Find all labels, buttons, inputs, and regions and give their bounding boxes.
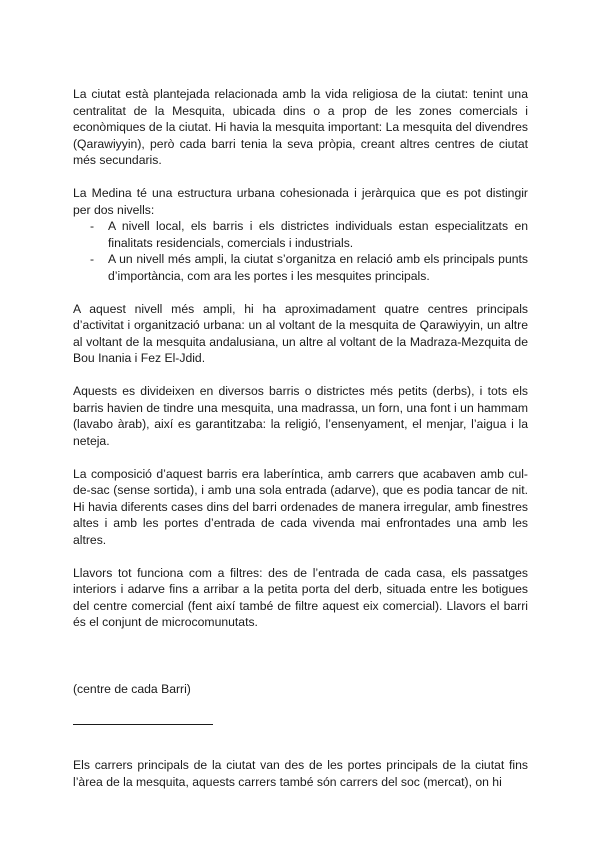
figure-caption: (centre de cada Barri) [73, 681, 191, 696]
list-item [73, 218, 528, 251]
paragraph-3: A aquest nivell més ampli, hi ha aproximadament quatre centres principals d’activitat i organització urbana: un al voltant de la mesquita de Qarawiyyin, un altre al voltant de la mesquita andalusiana, un altre al voltant de la Madraza-Mezquita de Bou Inania i Fez El-Jdid. [73, 301, 528, 365]
paragraph-5: La composició d’aquest barris era laberíntica, amb carrers que acabaven amb cul-de-sac (sense sortida), i amb una sola entrada (adarve), que es podia tancar de nit. Hi havia diferents cases dins del barri ordenades de manera irregular, amb finestres altes i amb les portes d’entrada de cada vivenda mai enfrontades una amb les altres. [73, 466, 528, 547]
list-bullet: - [90, 219, 95, 233]
list-bullet: - [90, 252, 95, 266]
list-item-text: A nivell local, els barris i els districtes individuals estan especialitzats en finalitats residencials, comercials i industrials. [108, 219, 528, 250]
paragraph-1: La ciutat està plantejada relacionada amb la vida religiosa de la ciutat: tenint una centralitat de la Mesquita, ubicada dins o a prop de les zones comercials i econòmiques de la ciutat. Hi havia la mesquita important: La mesquita del divendres (Qarawiyyin), però cada barri tenia la seva pròpia, creant altres centres de ciutat més secundaris. [73, 87, 528, 167]
paragraph-7: Els carrers principals de la ciutat van des de les portes principals de la ciutat fins l’àrea de la mesquita, aquests carrers també són carrers del soc (mercat), on hi [73, 758, 528, 789]
paragraph-2: La Medina té una estructura urbana cohesionada i jeràrquica que es pot distingir per dos nivells: [73, 186, 528, 217]
document-body [73, 86, 528, 790]
list-item [73, 251, 528, 284]
list-item-text: A un nivell més ampli, la ciutat s’organitza en relació amb els principals punts d’importància, com ara les portes i les mesquites principals. [108, 252, 528, 283]
paragraph-6: Llavors tot funciona com a filtres: des de l’entrada de cada casa, els passatges interiors i adarve fins a arribar a la petita porta del derb, situada entre les botigues del centre comercial (fent així també de filtre aquest eix comercial). Llavors el barri és el conjunt de microcomunutats. [73, 565, 528, 629]
paragraph-4: Aquests es divideixen en diversos barris o districtes més petits (derbs), i tots els barris havien de tindre una mesquita, una madrassa, un forn, una font i un hammam (lavabo àrab), així es garantitzaba: la religió, l’ensenyament, el menjar, l’aigua i la neteja. [73, 384, 528, 448]
levels-list [73, 218, 528, 284]
